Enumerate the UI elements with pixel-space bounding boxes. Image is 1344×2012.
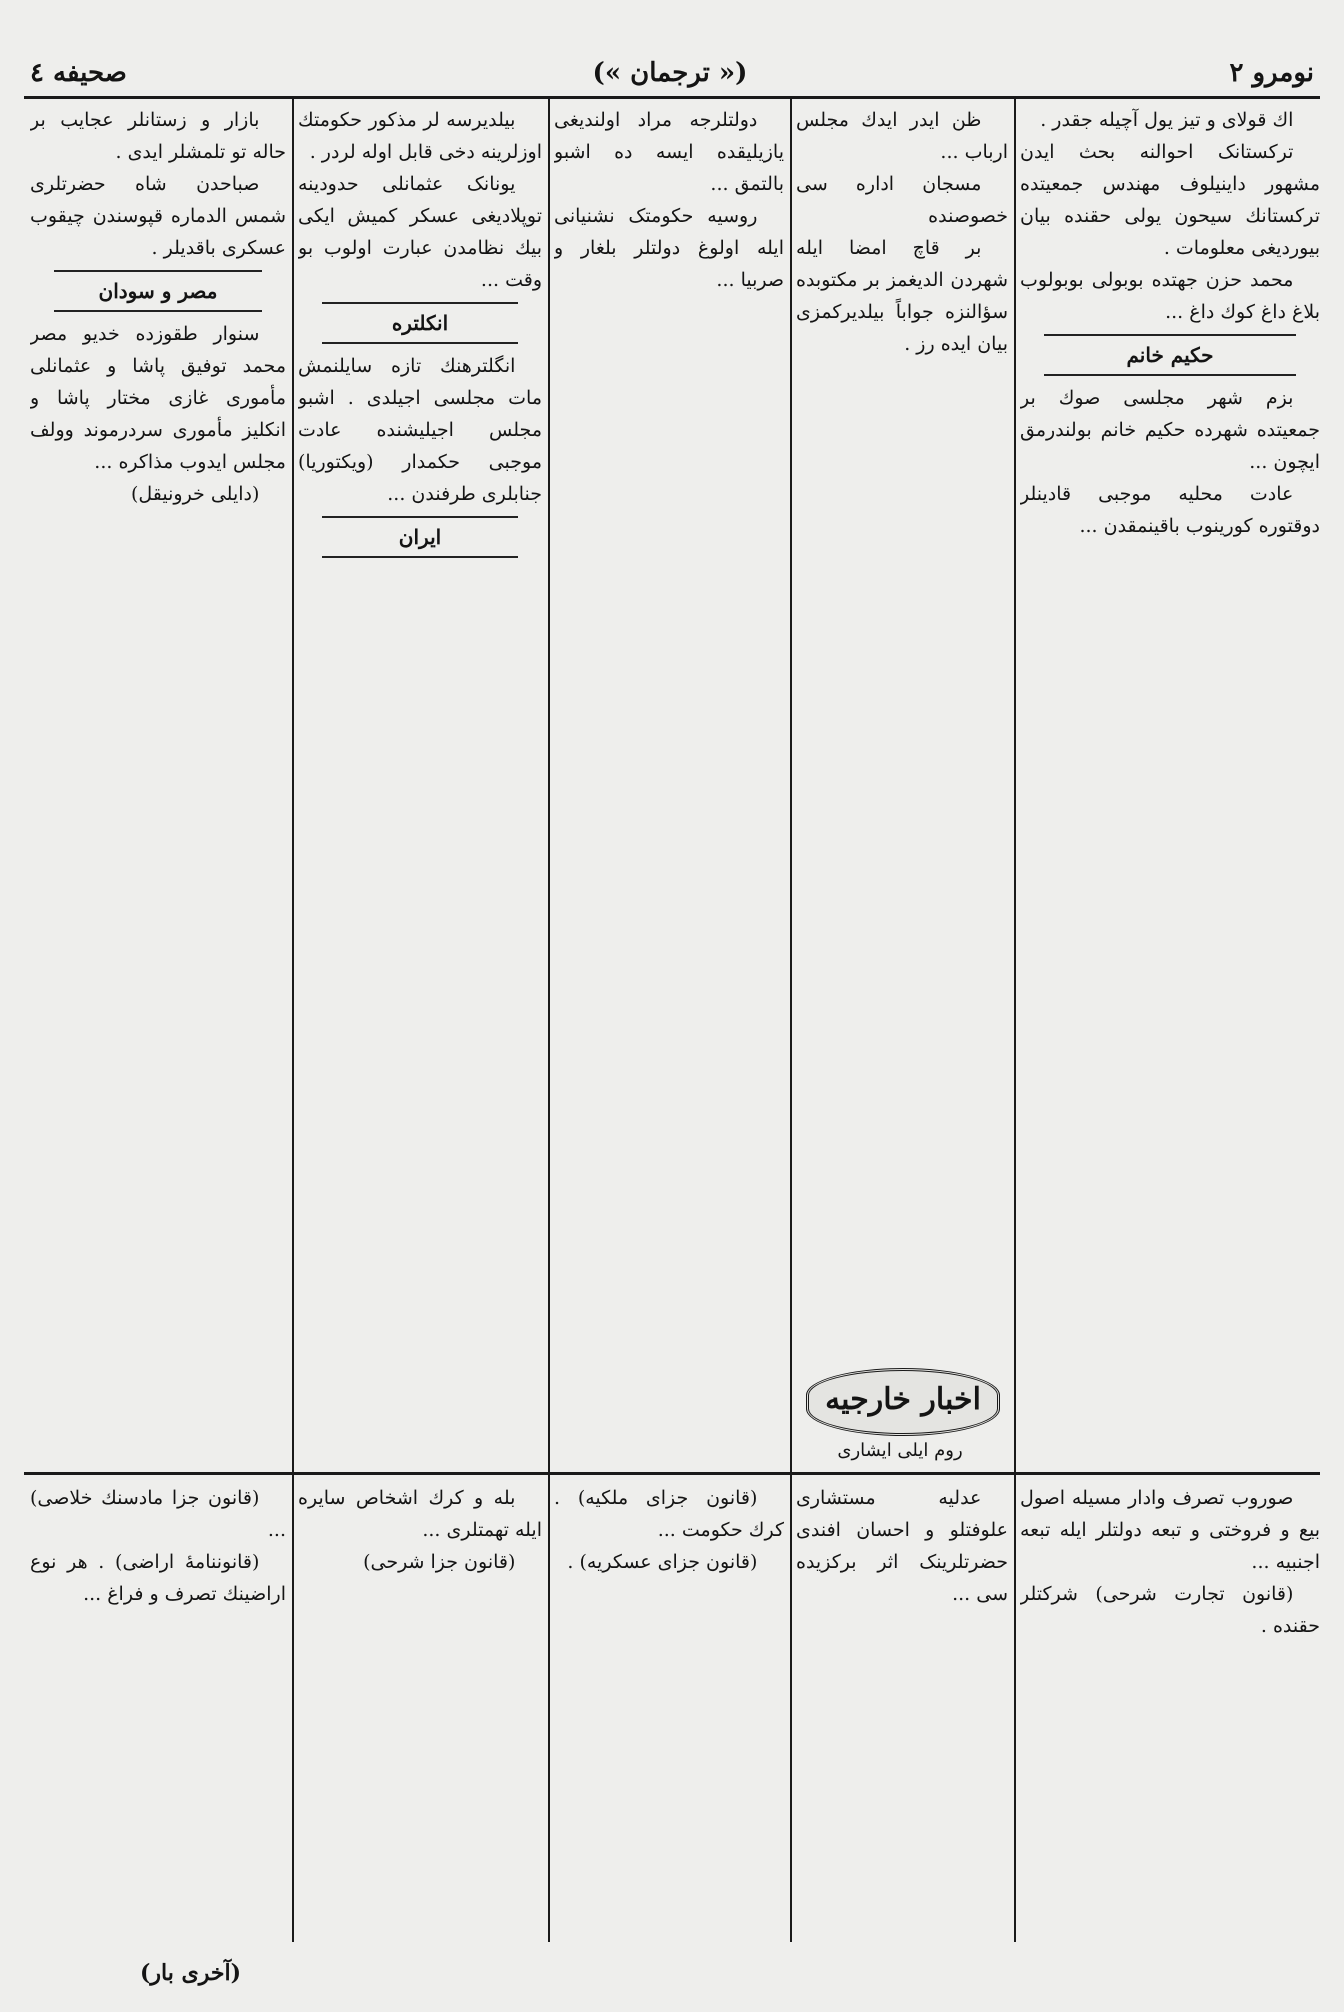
paragraph: صوروب تصرف وادار مسیله اصول بیع و فروختی و تبعه دولتلر ایله تبعه اجنبیه ...	[1020, 1487, 1320, 1573]
header-rule	[24, 96, 1320, 99]
column-rule	[1014, 98, 1016, 1942]
paragraph: (قانوننامهٔ اراضی) . هر نوع اراضینك تصرف و فراغ ...	[30, 1551, 286, 1605]
issue-label: نومرو ٢	[1229, 58, 1314, 88]
column-1	[1020, 104, 1320, 1464]
paragraph: عادت محلیه موجبی قادینلر دوقتوره کورینوب باقینمقدن ...	[1020, 483, 1320, 537]
section-rule	[24, 1472, 1320, 1475]
column-rule	[790, 98, 792, 1942]
banner-subtitle: روم ایلی ایشاری	[837, 1440, 963, 1461]
paragraph: عدلیه مستشاری علوفتلو و احسان افندی حضرتلرینک اثر برکزیده سی ...	[796, 1487, 1008, 1605]
lower-column-2	[796, 1482, 1008, 1942]
column-2	[796, 104, 1008, 1354]
lower-column-1	[1020, 1482, 1320, 1942]
paragraph: روسیه حکومتک نشنیانی ایله اولوغ دولتلر بلغار و صربیا ...	[554, 205, 784, 291]
column-rule	[292, 98, 294, 1942]
section-heading: ایران	[322, 516, 518, 558]
paragraph: (قانون جزا شرحی)	[363, 1551, 516, 1573]
column-4	[298, 104, 542, 1464]
paragraph: بزم شهر مجلسی صوك بر جمعیتده شهرده حکیم خانم بولندرمق ایچون ...	[1020, 387, 1320, 473]
paragraph: (قانون تجارت شرحی) شرکتلر حقنده .	[1020, 1583, 1320, 1637]
foreign-news-banner: اخبار خارجیه	[806, 1368, 1000, 1436]
paragraph: بیلدیرسه لر مذکور حکومتك اوزلرینه دخی قابل اوله لردر .	[298, 109, 542, 163]
section-heading: انکلتره	[322, 302, 518, 344]
continued-note: (آخری بار)	[140, 1960, 242, 1986]
section-heading: حکیم خانم	[1044, 334, 1296, 376]
paragraph: ظن ایدر ایدك مجلس ارباب ...	[796, 109, 1008, 163]
paragraph: (قانون جزای عسکریه) .	[567, 1551, 758, 1573]
lower-column-3	[554, 1482, 784, 1942]
paragraph: مسجان اداره سی خصوصنده	[796, 173, 1008, 227]
paragraph: اك قولای و تیز یول آچیله جقدر .	[1040, 109, 1294, 131]
paragraph: سنوار طقوزده خدیو مصر محمد توفیق پاشا و عثمانلی مأموری غازی مختار پاشا و انکلیز مأموری سردرموند وولف مجلس ایدوب مذاکره ...	[30, 323, 286, 473]
paragraph: بازار و زستانلر عجایب بر حاله تو تلمشلر ایدی .	[30, 109, 286, 163]
column-rule	[548, 98, 550, 1942]
section-heading: مصر و سودان	[54, 270, 262, 312]
paragraph: بر قاچ امضا ایله شهردن الدیغمز بر مکتوبده سؤالنزه جواباً بیلدیرکمزی بیان ایده رز .	[796, 237, 1008, 355]
paragraph: محمد حزن جهتده بوبولی بوبولوب بلاغ داغ کوك داغ ...	[1020, 269, 1320, 323]
paragraph: دولتلرجه مراد اولندیغی یازیلیقده ایسه ده اشبو بالتمق ...	[554, 109, 784, 195]
lower-column-5	[30, 1482, 286, 1902]
paragraph: یونانک عثمانلی حدودینه توپلادیغی عسکر کمیش ایکی بیك نظامدن عبارت اولوب بو وقت ...	[298, 173, 542, 291]
page-label: صحیفه ٤	[30, 58, 127, 88]
paragraph: ترکستانک احوالنه بحث ایدن مشهور داینیلوف مهندس جمعیتده ترکستانك سیحون یولی حقنده بیان بیوردیغی معلومات .	[1020, 141, 1320, 259]
paragraph: صباحدن شاه حضرتلری شمس الدماره قپوسندن چیقوب عسکری باقدیلر .	[30, 173, 286, 259]
column-3	[554, 104, 784, 1464]
paragraph: (دایلی خرونیقل)	[130, 483, 260, 505]
paragraph: انگلترهنك تازه سایلنمش مات مجلسی اجیلدی . اشبو مجلس اجیلیشنده عادت موجبی حکمدار (ویکتوریا) جنابلری طرفندن ...	[298, 355, 542, 505]
paragraph: (قانون جزا مادسنك خلاصی) ...	[30, 1487, 286, 1541]
column-5	[30, 104, 286, 1464]
paragraph: بله و کرك اشخاص سایره ایله تهمتلری ...	[298, 1487, 542, 1541]
lower-column-4	[298, 1482, 542, 1942]
masthead: (« ترجمان »)	[592, 58, 748, 88]
paragraph: (قانون جزای ملکیه) . کرك حکومت ...	[554, 1487, 784, 1541]
